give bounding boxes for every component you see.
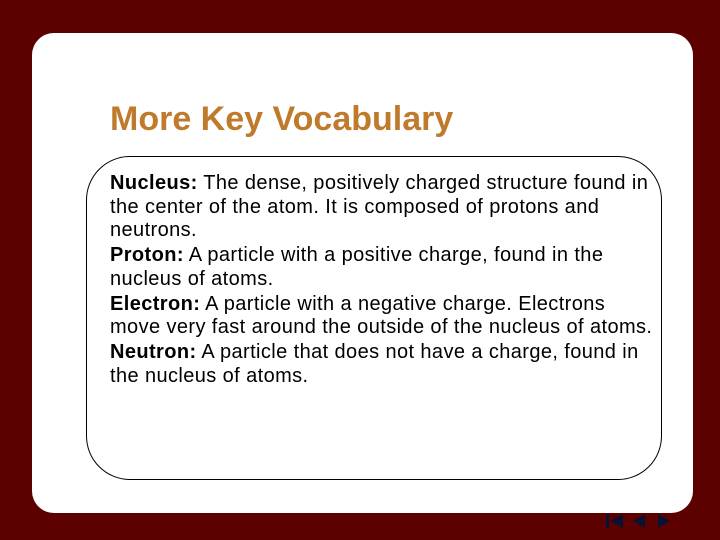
slide-navigation (606, 514, 670, 530)
first-slide-icon[interactable] (606, 514, 624, 528)
previous-slide-icon[interactable] (633, 514, 645, 528)
term-label: Electron: (110, 292, 201, 315)
term-definition: The dense, positively charged structure found in the center of the atom. It is composed of protons and neutrons. (110, 172, 649, 241)
term-definition: A particle with a negative charge. Electrons move very fast around the outside of the nucleus of atoms. (110, 292, 653, 338)
term-label: Nucleus: (110, 172, 198, 194)
vocabulary-item-proton (110, 244, 660, 291)
term-definition: A particle that does not have a charge, found in the nucleus of atoms. (110, 341, 639, 387)
term-label: Proton: (110, 244, 184, 266)
vocabulary-item-nucleus (110, 172, 660, 243)
vocabulary-item-electron (110, 293, 660, 340)
vocabulary-list (110, 172, 660, 390)
slide-title: More Key Vocabulary (110, 100, 454, 138)
vocabulary-item-neutron (110, 341, 660, 388)
term-definition: A particle with a positive charge, found in the nucleus of atoms. (110, 244, 604, 290)
term-label: Neutron: (110, 341, 197, 363)
next-slide-icon[interactable] (658, 514, 670, 528)
